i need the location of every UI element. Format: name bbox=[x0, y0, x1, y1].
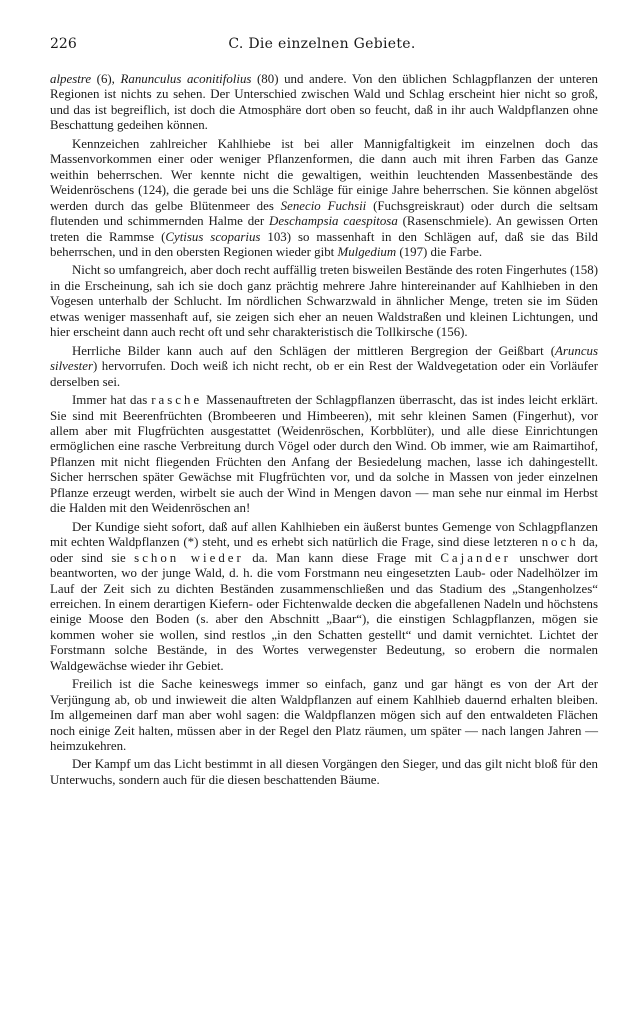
italic-run: Cytisus scoparius bbox=[165, 229, 261, 244]
paragraph bbox=[50, 520, 598, 675]
italic-run: Deschampsia caespitosa bbox=[269, 214, 398, 229]
text-run: Massenauftreten der Schlagpflanzen überrascht, das ist indes leicht erklärt. Sie sind mit Beerenfrüchten (Brombeeren und Himbeeren), mit sehr kleinen Samen (Fingerhut), vor allem aber mit Flugfrüchten ausgestattet (Weidenröschen, Korbblüter), und alle diese Einrichtungen ermöglichen eine rasche Verbreitung durch Vögel oder durch den Wind. Ob immer, wie am Raimartihof, Pflanzen mit nicht fliegenden Früchten den Anfang der Besiedelung machen, lasse ich dahingestellt. Sicher herrschen später Gewächse mit Flugfrüchten vor, und da solche in Massen von jeder einzelnen Pflanze erzeugt werden, wirbelt sie auch der Wind in Mengen davon — man sehe nur einmal im Herbst die Halden mit den Weidenröschen an! bbox=[50, 393, 598, 516]
running-title: C. Die einzelnen Gebiete. bbox=[228, 36, 416, 52]
italic-run: Mulgedium bbox=[337, 244, 397, 259]
italic-run: Aruncus silvester bbox=[50, 343, 598, 374]
text-run: Freilich ist die Sache keineswegs immer so einfach, ganz und gar hängt es von der Art der Verjüngung ab, ob und inwieweit die alten Waldpflanzen auf einem Kahlhieb dauernd erhalten bleiben. Im allgemeinen darf man aber wohl sagen: die Waldpflanzen mögen sich auf den entwaldeten Flächen noch einige Zeit halten, müssen aber in der Regel den Platz räumen, um später — nach langen Jahren — heimzukehren. bbox=[50, 677, 598, 754]
paragraph bbox=[50, 137, 598, 261]
paragraph bbox=[50, 677, 598, 754]
page-number: 226 bbox=[50, 36, 77, 52]
paragraph bbox=[50, 72, 598, 134]
text-run: 103) so massenhaft in den Schlägen auf, daß sie das Bild beherrschen, und in den obersten Regionen wieder gibt bbox=[50, 229, 598, 259]
text-run: Nicht so umfangreich, aber doch recht auffällig treten bisweilen Bestände des roten Fingerhutes (158) in die Erscheinung, sah ich sie doch ganz prächtig mehrere Jahre hintereinander auf Kahlhieben in den Vogesen unterhalb der Schlucht. Im nördlichen Schwarzwald in ähnlicher Menge, treten sie im Süden etwas weniger massenhaft auf, sie zeigen sich eher an neuen Waldstraßen und kleinen Lichtungen, und hier erscheint dann auch recht oft und sehr charakteristisch die Tollkirsche (156). bbox=[50, 263, 598, 340]
italic-run: Senecio Fuchsii bbox=[280, 198, 367, 213]
text-run: unschwer dort beantworten, wo der junge Wald, d. h. die vom Forstmann neu eingesetzten Laub- oder Nadelhölzer im Lauf der Zeit sich zu dichten Beständen zusammenschließen und das Stadium des „Stangenholzes“ erreichen. In einem derartigen Kiefern- oder Fichtenwalde decken die abgefallenen Nadeln und höchstens einige Moose den Boden (s. aber den Abschnitt „Baar“), die einstigen Schlagpflanzen, mögen sie kommen woher sie wollen, sind restlos „in den Schatten gestellt“ und damit vernichtet. Lichtet der Forstmann solche Bestände, in des Wortes verwegenster Bedeutung, so erobern die normalen Waldgewächse wieder ihr Gebiet. bbox=[50, 550, 598, 673]
spaced-run: Cajander bbox=[440, 550, 511, 565]
text-run: Immer hat das bbox=[72, 393, 152, 408]
paragraph bbox=[50, 344, 598, 390]
text-run: (Fuchsgreiskraut) oder durch die seltsam flutenden und schimmernden Halme der bbox=[50, 198, 598, 229]
body-text bbox=[50, 72, 598, 791]
spaced-run: noch bbox=[541, 535, 579, 550]
text-run: Der Kampf um das Licht bestimmt in all diesen Vorgängen den Sieger, und das gilt nicht bloß für den Unterwuchs, sondern auch für die diesen beschattenden Bäume. bbox=[50, 757, 598, 787]
text-run: (Rasenschmiele). An gewissen Orten treten die Rammse ( bbox=[50, 214, 598, 244]
text-run: Kennzeichen zahlreicher Kahlhiebe ist bei aller Mannigfaltigkeit im einzelnen doch das Massenvorkommen einer oder weniger Pflanzenformen, die dann auch mit ihren Farben das Ganze weithin beherrschen. Wer kennte nicht die gewaltigen, weithin leuchtenden Massenbestände des Weidenröschens (124), die gerade bei uns die Schläge für einige Jahre beherrschen. Sie können abgelöst werden durch das gelbe Blütenmeer des bbox=[50, 136, 598, 213]
text-run: da. Man kann diese Frage mit bbox=[243, 550, 441, 565]
text-run: (197) die Farbe. bbox=[396, 244, 483, 259]
paragraph bbox=[50, 263, 598, 340]
text-run: Herrliche Bilder kann auch auf den Schlägen der mittleren Bergregion der Geißbart ( bbox=[72, 343, 556, 358]
text-run: (6), bbox=[91, 72, 121, 86]
paragraph bbox=[50, 757, 598, 788]
italic-run: Ranunculus aconitifolius bbox=[120, 72, 252, 86]
spaced-run: rasche bbox=[151, 393, 203, 408]
text-run: (80) und andere. Von den üblichen Schlagpflanzen der unteren Regionen ist nichts zu sehen. Der Unterschied zwischen Wald und Schlag erscheint hier nicht so groß, und das ist begreiflich, ist doch die Atmosphäre dort oben so feucht, daß in ihr auch Waldpflanzen ohne Beschattung gedeihen können. bbox=[50, 72, 598, 133]
text-run: da, oder sind sie bbox=[50, 535, 598, 565]
text-run: Der Kundige sieht sofort, daß auf allen Kahlhieben ein äußerst buntes Gemenge von Schlagpflanzen mit echten Waldpflanzen (*) steht, und es erhebt sich natürlich die Frage, sind diese letzteren bbox=[50, 519, 598, 550]
paragraph bbox=[50, 393, 598, 517]
page-header bbox=[50, 36, 594, 56]
spaced-run: schon wieder bbox=[134, 550, 244, 565]
text-run: ) hervorrufen. Doch weiß ich nicht recht, ob er ein Rest der Waldvegetation oder ein Vorläufer derselben sei. bbox=[50, 359, 598, 389]
italic-run: alpestre bbox=[50, 72, 92, 86]
